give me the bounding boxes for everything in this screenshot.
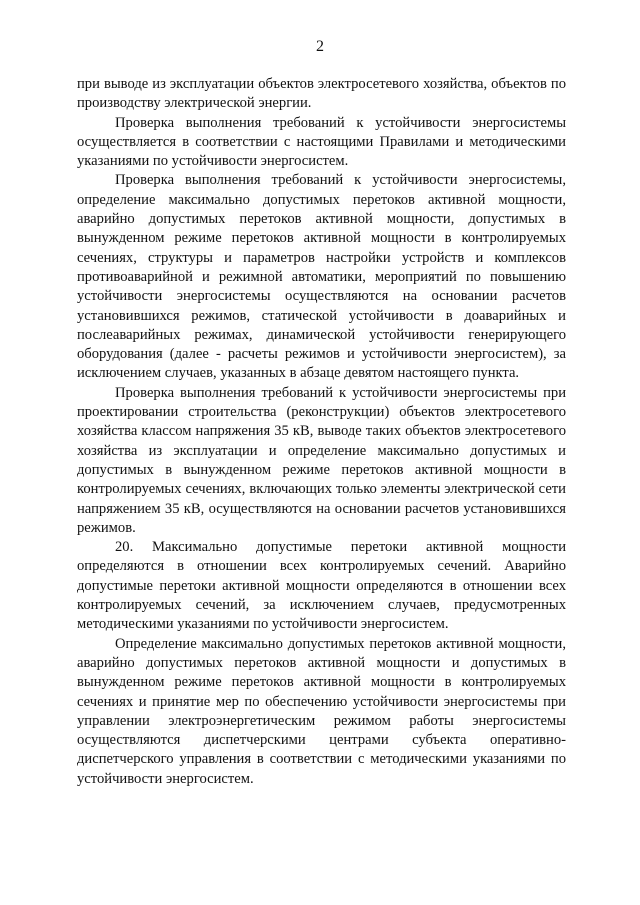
paragraph-stability-check-rules: Проверка выполнения требований к устойчивости энергосистемы осуществляется в соответствии с настоящими Правилами и методическими указаниями по устойчивости энергосистем. xyxy=(77,114,566,170)
paragraph-continuation: при выводе из эксплуатации объектов электросетевого хозяйства, объектов по производству электрической энергии. xyxy=(77,76,566,112)
paragraph-35kv-checks: Проверка выполнения требований к устойчивости энергосистемы при проектировании строительства (реконструкции) объектов электросетевого хозяйства классом напряжения 35 кВ, выводе таких объектов электросетевого хозяйства из эксплуатации и определение максимально допустимых и допустимых в вынужденном режиме перетоков активной мощности в контролируемых сечениях, включающих только элементы электрической сети напряжением 35 кВ, осуществляются на основании расчетов установившихся режимов. xyxy=(77,384,566,536)
paragraph-dispatch-centers: Определение максимально допустимых перетоков активной мощности, аварийно допустимых перетоков активной мощности и допустимых в вынужденном режиме перетоков активной мощности в контролируемых сечениях и принятие мер по обеспечению устойчивости энергосистемы при управлении электроэнергетическим режимом работы энергосистемы осуществляются диспетчерскими центрами субъекта оперативно-диспетчерского управления в соответствии с методическими указаниями по устойчивости энергосистем. xyxy=(77,635,566,787)
document-body xyxy=(77,75,566,789)
paragraph-stability-calculations: Проверка выполнения требований к устойчивости энергосистемы, определение максимально допустимых перетоков активной мощности, аварийно допустимых перетоков активной мощности, допустимых в вынужденном режиме перетоков активной мощности в контролируемых сечениях, структуры и параметров настройки устройств и комплексов противоаварийной и режимной автоматики, мероприятий по повышению устойчивости энергосистемы осуществляются на основании расчетов установившихся режимов, статической устойчивости в доаварийных и послеаварийных режимах, динамической устойчивости генерирующего оборудования (далее - расчеты режимов и устойчивости энергосистем), за исключением случаев, указанных в абзаце девятом настоящего пункта. xyxy=(77,172,566,382)
paragraph-item-20: 20. Максимально допустимые перетоки активной мощности определяются в отношении всех контролируемых сечений. Аварийно допустимые перетоки активной мощности определяются в отношении всех контролируемых сечений, за исключением случаев, предусмотренных методическими указаниями по устойчивости энергосистем. xyxy=(77,539,566,633)
page-number: 2 xyxy=(316,38,324,55)
